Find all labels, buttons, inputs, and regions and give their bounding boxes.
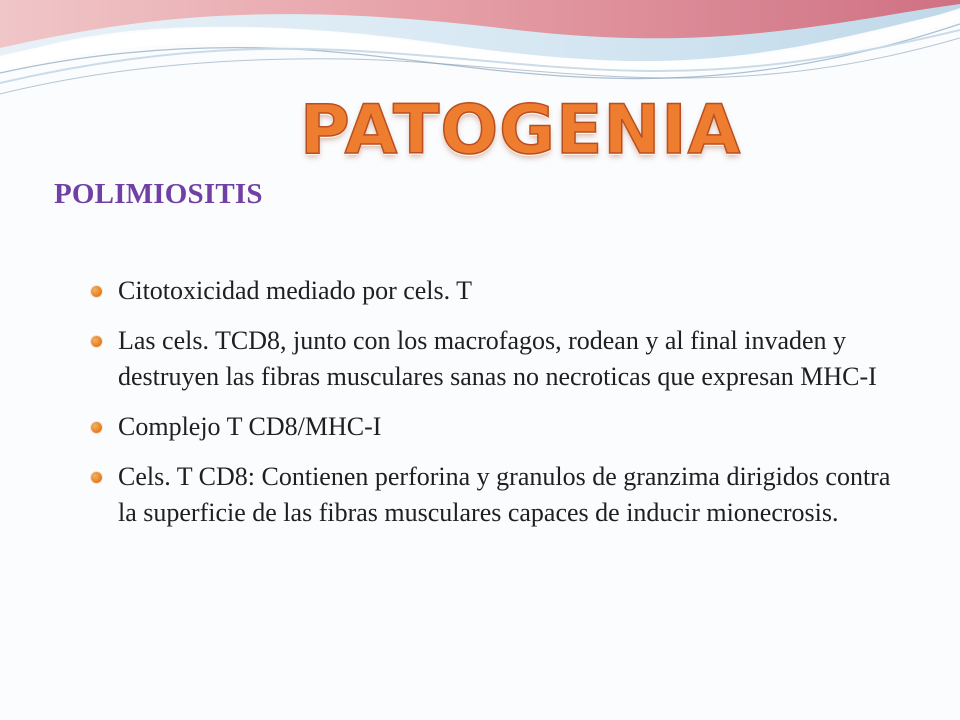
orange-circle-bullet-icon [91,336,102,347]
bullet-item [91,459,911,531]
orange-circle-bullet-icon [91,422,102,433]
bullet-item [91,409,911,445]
orange-circle-bullet-icon [91,472,102,483]
bullet-text: Cels. T CD8: Contienen perforina y granulos de granzima dirigidos contra la superficie de las fibras musculares capaces de inducir mionecrosis. [118,462,891,527]
bullet-item [91,323,911,395]
bullet-text: Citotoxicidad mediado por cels. T [118,276,473,305]
orange-circle-bullet-icon [91,286,102,297]
bullet-text: Complejo T CD8/MHC-I [118,412,382,441]
bullet-item [91,273,911,309]
bullet-text: Las cels. TCD8, junto con los macrofagos, rodean y al final invaden y destruyen las fibras musculares sanas no necroticas que expresan MHC-I [118,326,877,391]
bullet-list [91,273,911,545]
section-subtitle: POLIMIOSITIS [54,178,263,210]
page-title: PATOGENIA [300,91,742,170]
